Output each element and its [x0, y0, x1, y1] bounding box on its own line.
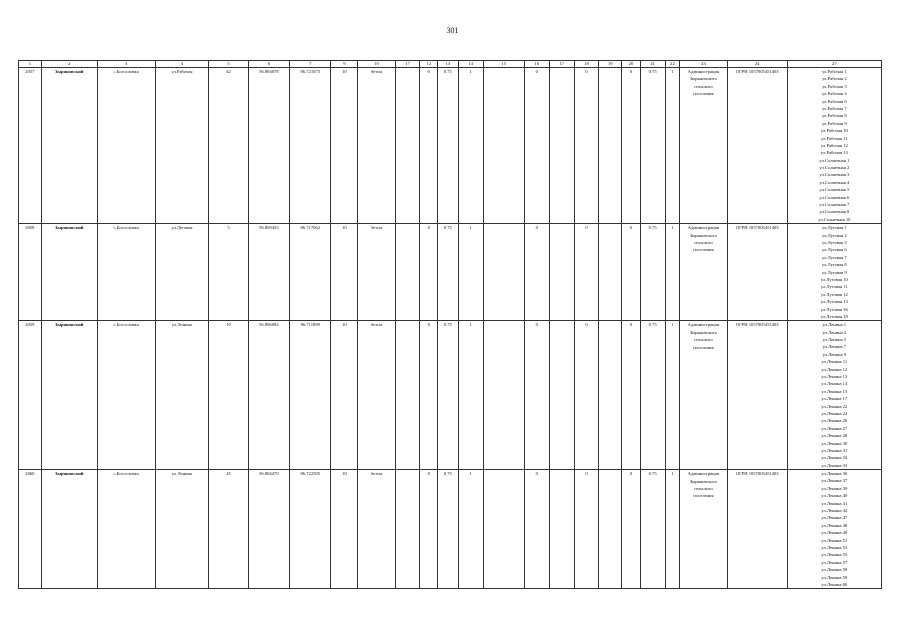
col18-cell: 0	[574, 68, 599, 224]
served-address: ул.Ленина 49	[821, 530, 848, 536]
col17b-cell	[549, 470, 574, 589]
col13-cell: 0.75	[438, 321, 459, 470]
col21-cell: 0.75	[640, 68, 665, 224]
col15-cell	[483, 470, 524, 589]
settlement-cell: с.Богословка	[97, 321, 155, 470]
col15-cell	[483, 321, 524, 470]
column-header: 10	[358, 61, 395, 68]
col14-cell: 1	[458, 224, 483, 321]
column-header: 6	[248, 61, 289, 68]
settlement-cell: с.Богословка	[97, 470, 155, 589]
served-address: ул.Рабочая 7	[822, 105, 847, 111]
col20-cell: 0	[622, 321, 641, 470]
col14-cell: 1	[458, 321, 483, 470]
column-header: 5	[209, 61, 248, 68]
col15-cell	[483, 68, 524, 224]
owner-line: сельского	[693, 337, 713, 343]
column-header: 16	[524, 61, 549, 68]
house-cell: 45	[209, 470, 248, 589]
served-address: ул.Ленина 42	[821, 508, 848, 514]
col17b-cell	[549, 68, 574, 224]
column-header: 7	[290, 61, 331, 68]
ogrn-cell: ОГРН 1057005451403	[727, 224, 787, 321]
col19-cell	[599, 470, 622, 589]
served-address: ул.Рабочая 13	[820, 150, 848, 156]
owner-cell	[680, 470, 728, 589]
material-cell: бетон	[358, 470, 395, 589]
served-address: ул.Луговая 11	[820, 284, 848, 290]
col16-cell: 0	[524, 321, 549, 470]
material-cell: бетон	[358, 68, 395, 224]
served-address: ул.Рабочая 10	[820, 128, 848, 134]
served-address: ул.Солнечная 6	[819, 194, 850, 200]
served-address: ул.Луговая 1	[822, 225, 847, 231]
owner-line: поселения	[693, 91, 714, 97]
area-cell: 10	[331, 470, 358, 589]
served-address: ул.Ленина 60	[821, 581, 848, 587]
street-cell: ул.Ленина	[155, 321, 209, 470]
table-body	[19, 68, 882, 589]
area-cell: 10	[331, 224, 358, 321]
served-address: ул.Ленина 13	[821, 374, 848, 380]
ogrn-cell: ОГРН 1057005451403	[727, 321, 787, 470]
owner-line: сельского	[693, 240, 713, 246]
district-cell: Зыряновский	[41, 470, 97, 589]
owner-cell	[680, 321, 728, 470]
served-address: ул.Ленина 14	[821, 381, 848, 387]
latitude-cell: 56.806082	[248, 321, 289, 470]
house-cell: 5	[209, 224, 248, 321]
col21-cell: 0.75	[640, 470, 665, 589]
served-address: ул.Рабочая 1	[822, 69, 847, 74]
col13-cell: 0.75	[438, 470, 459, 589]
col22-cell: 1	[665, 470, 679, 589]
served-address: ул.Луговая 18	[820, 313, 848, 319]
street-cell: ул.Луговая	[155, 224, 209, 321]
col19-cell	[599, 68, 622, 224]
served-address: ул.Рабочая 8	[822, 113, 847, 119]
served-address: ул.Ленина 53	[821, 545, 848, 550]
header-row	[19, 61, 882, 68]
served-address: ул.Луговая 10	[820, 276, 848, 282]
served-address: ул.Ленина 37	[821, 478, 848, 484]
served-address: ул.Ленина 5	[822, 337, 847, 343]
col14-cell: 1	[458, 68, 483, 224]
latitude-cell: 56.804470	[248, 470, 289, 589]
served-address: ул.Ленина 57	[821, 559, 848, 565]
longitude-cell: 86.721675	[290, 68, 331, 224]
col21-cell: 0.75	[640, 321, 665, 470]
owner-line: сельского	[693, 83, 713, 89]
served-address: ул.Ленина 41	[821, 500, 848, 506]
col16-cell: 0	[524, 68, 549, 224]
longitude-cell: 86.717062	[290, 224, 331, 321]
served-addresses-cell	[787, 321, 881, 470]
house-cell: 42	[209, 68, 248, 224]
latitude-cell: 56.804078	[248, 68, 289, 224]
served-address: ул.Луговая 2	[822, 232, 847, 238]
col17-cell	[395, 68, 420, 224]
served-address: ул.Ленина 22	[821, 403, 848, 409]
col12-cell: 0	[420, 321, 438, 470]
served-address: ул.Ленина 47	[821, 515, 848, 521]
served-address: ул.Солнечная 7	[819, 202, 850, 208]
served-address: ул.Ленина 2	[822, 329, 847, 335]
col16-cell: 0	[524, 224, 549, 321]
owner-line: Зыряновского	[689, 232, 717, 238]
served-address: ул.Ленина 36	[821, 471, 848, 477]
served-address: ул.Рабочая 6	[822, 98, 847, 104]
served-address: ул.Ленина 27	[821, 425, 848, 431]
served-address: ул.Солнечная 8	[819, 209, 850, 215]
col18-cell: 0	[574, 470, 599, 589]
served-address: ул.Солнечная 5	[819, 187, 850, 193]
col18-cell: 0	[574, 224, 599, 321]
col15-cell	[483, 224, 524, 321]
served-address: ул.Ленина 32	[821, 455, 848, 461]
table-row	[19, 321, 882, 470]
col22-cell: 1	[665, 321, 679, 470]
served-address: ул.Ленина 40	[821, 493, 848, 499]
row-number: 2059	[19, 321, 42, 470]
col12-cell: 0	[420, 224, 438, 321]
col20-cell: 0	[622, 68, 641, 224]
owner-line: поселения	[693, 247, 714, 253]
ogrn-cell: ОГРН 1057005451403	[727, 68, 787, 224]
served-address: ул.Ленина 31	[821, 447, 848, 453]
column-header: 17	[549, 61, 574, 68]
column-header: 20	[622, 61, 641, 68]
served-address: ул.Луговая 3	[822, 239, 847, 245]
row-number: 2058	[19, 224, 42, 321]
district-cell: Зыряновский	[41, 68, 97, 224]
owner-line: Зыряновского	[689, 76, 717, 82]
table-row	[19, 68, 882, 224]
area-cell: 10	[331, 321, 358, 470]
district-cell: Зыряновский	[41, 224, 97, 321]
column-header: 21	[640, 61, 665, 68]
column-header: 2	[41, 61, 97, 68]
col22-cell: 1	[665, 68, 679, 224]
served-address: ул.Ленина 55	[821, 552, 848, 558]
served-address: ул.Ленина 59	[821, 574, 848, 580]
column-header: 13	[438, 61, 459, 68]
owner-line: поселения	[693, 493, 714, 499]
owner-line: Зыряновского	[689, 478, 717, 484]
owner-line: Администрация	[687, 471, 720, 477]
served-address: ул.Рабочая 12	[820, 142, 848, 148]
column-header: 9	[331, 61, 358, 68]
served-address: ул.Ленина 15	[821, 388, 848, 394]
col16-cell: 0	[524, 470, 549, 589]
area-cell: 10	[331, 68, 358, 224]
served-address: ул.Солнечная 3	[819, 172, 850, 178]
served-addresses-cell	[787, 68, 881, 224]
column-header: 4	[155, 61, 209, 68]
served-address: ул.Ленина 30	[821, 440, 848, 446]
owner-line: поселения	[693, 344, 714, 350]
col13-cell: 0.75	[438, 224, 459, 321]
served-address: ул.Солнечная 1	[819, 157, 850, 163]
served-addresses-cell	[787, 470, 881, 589]
served-address: ул.Луговая 16	[820, 306, 848, 312]
street-cell: ул.Рабочая	[155, 68, 209, 224]
served-address: ул.Рабочая 2	[822, 76, 847, 82]
column-header: 27	[787, 61, 881, 68]
row-number: 2057	[19, 68, 42, 224]
owner-line: Зыряновского	[689, 329, 717, 335]
column-header: 17	[395, 61, 420, 68]
page-number: 301	[446, 26, 459, 35]
col17b-cell	[549, 321, 574, 470]
served-address: ул.Луговая 6	[822, 247, 847, 253]
table-row	[19, 470, 882, 589]
col17-cell	[395, 224, 420, 321]
served-address: ул.Ленина 12	[821, 366, 848, 372]
served-address: ул.Луговая 13	[820, 299, 848, 305]
col18-cell: 0	[574, 321, 599, 470]
served-address: ул.Рабочая 9	[822, 120, 847, 126]
registry-table	[18, 60, 882, 589]
served-address: ул.Солнечная 4	[819, 179, 850, 185]
owner-line: Администрация	[687, 225, 720, 231]
col12-cell: 0	[420, 470, 438, 589]
served-address: ул.Ленина 33	[821, 462, 848, 468]
owner-cell	[680, 68, 728, 224]
served-address: ул.Ленина 28	[821, 433, 848, 439]
served-address: ул.Ленина 17	[821, 396, 848, 402]
column-header: 18	[574, 61, 599, 68]
column-header: 19	[599, 61, 622, 68]
col13-cell: 0.75	[438, 68, 459, 224]
col12-cell: 0	[420, 68, 438, 224]
house-cell: 10	[209, 321, 248, 470]
served-address: ул.Солнечная 10	[818, 216, 851, 222]
served-address: ул.Ленина 39	[821, 485, 848, 491]
owner-line: сельского	[693, 485, 713, 491]
served-address: ул.Ленина 58	[821, 567, 848, 573]
table-row	[19, 224, 882, 321]
material-cell: бетон	[358, 224, 395, 321]
served-address: ул.Солнечная 2	[819, 165, 850, 171]
col20-cell: 0	[622, 470, 641, 589]
settlement-cell: с.Богословка	[97, 68, 155, 224]
served-address: ул.Ленина 26	[821, 418, 848, 424]
served-addresses-cell	[787, 224, 881, 321]
column-header: 14	[458, 61, 483, 68]
owner-cell	[680, 224, 728, 321]
owner-line: Администрация	[687, 322, 720, 328]
column-header: 15	[483, 61, 524, 68]
col19-cell	[599, 321, 622, 470]
col21-cell: 0.75	[640, 224, 665, 321]
served-address: ул.Рабочая 4	[822, 91, 847, 97]
ogrn-cell: ОГРН 1057005451403	[727, 470, 787, 589]
col17-cell	[395, 321, 420, 470]
served-address: ул.Луговая 12	[820, 291, 848, 297]
served-address: ул.Ленина 9	[822, 351, 847, 357]
column-header: 22	[665, 61, 679, 68]
column-header: 1	[19, 61, 42, 68]
col17-cell	[395, 470, 420, 589]
row-number: 2060	[19, 470, 42, 589]
material-cell: бетон	[358, 321, 395, 470]
column-header: 24	[727, 61, 787, 68]
column-header: 12	[420, 61, 438, 68]
col14-cell: 1	[458, 470, 483, 589]
served-address: ул.Ленина 24	[821, 410, 848, 416]
served-address: ул.Луговая 9	[822, 269, 847, 275]
served-address: ул.Ленина 1	[822, 322, 847, 328]
col19-cell	[599, 224, 622, 321]
served-address: ул.Рабочая 11	[821, 135, 848, 141]
served-address: ул.Ленина 7	[822, 344, 847, 350]
served-address: ул.Ленина 48	[821, 522, 848, 528]
district-cell: Зыряновский	[41, 321, 97, 470]
col20-cell: 0	[622, 224, 641, 321]
latitude-cell: 56.809455	[248, 224, 289, 321]
longitude-cell: 86.711899	[290, 321, 331, 470]
served-address: ул.Луговая 8	[822, 262, 847, 268]
served-address: ул.Ленина 51	[821, 537, 848, 543]
column-header: 23	[680, 61, 728, 68]
street-cell: ул.Ленина	[155, 470, 209, 589]
settlement-cell: с.Богословка	[97, 224, 155, 321]
col17b-cell	[549, 224, 574, 321]
served-address: ул.Ленина 11	[821, 359, 848, 365]
column-header: 3	[97, 61, 155, 68]
longitude-cell: 86.722585	[290, 470, 331, 589]
served-address: ул.Луговая 7	[822, 254, 847, 260]
col22-cell: 1	[665, 224, 679, 321]
served-address: ул.Рабочая 3	[822, 83, 847, 89]
owner-line: Администрация	[687, 69, 720, 74]
